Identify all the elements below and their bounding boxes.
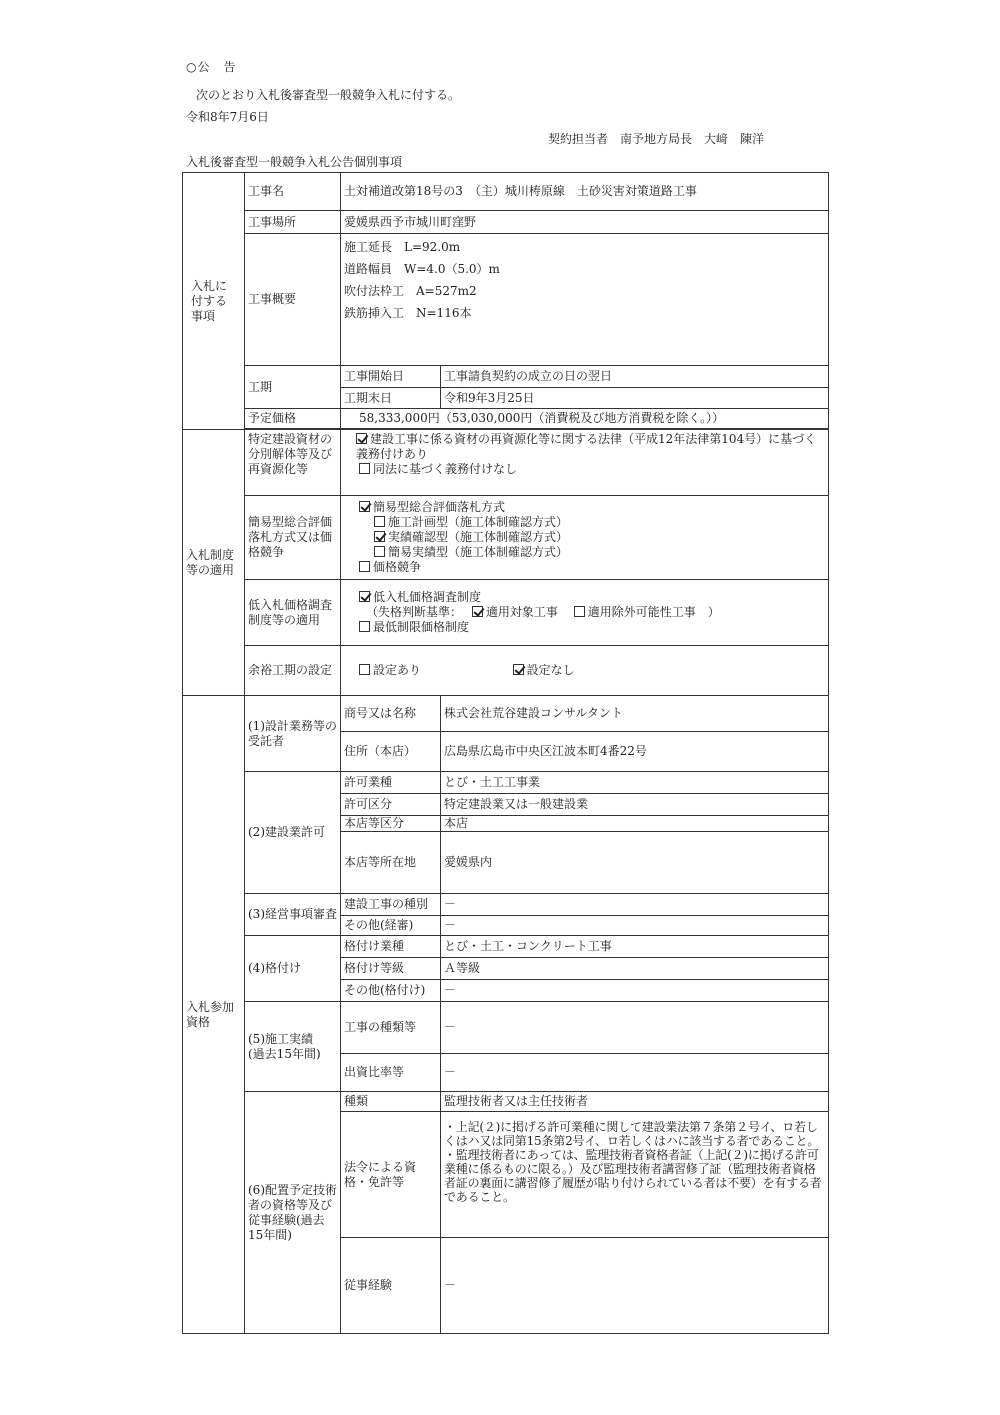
g6-label: (6)配置予定技術者の資格等及び従事経験(過去15年間)	[245, 1092, 341, 1334]
checkbox[interactable]	[574, 606, 585, 617]
summary-line: 道路幅員 W=4.0（5.0）m	[344, 262, 500, 276]
period-label: 工期	[245, 366, 341, 409]
lowbid-label: 低入札価格調査制度等の適用	[245, 580, 341, 646]
recycle-option-1[interactable]: 建設工事に係る資材の再資源化等に関する法律（平成12年法律第104号）に基づく義務付けあり	[356, 432, 817, 461]
section1-label: 入札に 付する 事項	[183, 173, 245, 430]
checkbox[interactable]	[356, 433, 367, 444]
checkbox[interactable]	[374, 546, 385, 557]
checkbox[interactable]	[359, 591, 370, 602]
end-date-label: 工期末日	[341, 388, 441, 409]
g5-kind-label: 工事の種類等	[341, 1002, 441, 1054]
g2-loc-label: 本店等所在地	[341, 832, 441, 894]
g4-grade-value: Ａ等級	[441, 958, 829, 980]
g1-addr-value: 広島県広島市中央区江波本町4番22号	[441, 732, 829, 772]
start-date-label: 工事開始日	[341, 366, 441, 388]
g3-other-label: その他(経審)	[341, 916, 441, 936]
lowbid-options	[341, 580, 829, 646]
notice-heading: ○公 告	[186, 60, 237, 74]
method-options	[341, 496, 829, 580]
summary-line: 施工延長 L=92.0m	[344, 240, 461, 254]
g5-label: (5)施工実績 (過去15年間)	[245, 1002, 341, 1092]
g3-kind-value: －	[441, 894, 829, 916]
g4-label: (4)格付け	[245, 936, 341, 1002]
checkbox[interactable]	[359, 501, 370, 512]
section3-label: 入札参加 資格	[183, 696, 245, 1334]
checkbox[interactable]	[359, 664, 370, 675]
g5-ratio-label: 出資比率等	[341, 1054, 441, 1092]
construction-summary-label: 工事概要	[245, 234, 341, 366]
method-option-1[interactable]: 簡易型総合評価落札方式	[344, 500, 825, 515]
g4-type-label: 格付け業種	[341, 936, 441, 958]
g2-class-value: 特定建設業又は一般建設業	[441, 794, 829, 816]
g6-law-label: 法令による資格・免許等	[341, 1112, 441, 1238]
g5-ratio-value: －	[441, 1054, 829, 1092]
margin-label: 余裕工期の設定	[245, 646, 341, 696]
method-sub-3[interactable]: 簡易実績型（施工体制確認方式）	[344, 545, 825, 560]
g6-exp-label: 従事経験	[341, 1238, 441, 1334]
g4-grade-label: 格付け等級	[341, 958, 441, 980]
g6-law-value: ・上記(２)に掲げる許可業種に関して建設業法第７条第２号イ、ロ若しくはハ又は同第15条第2号イ、ロ若しくはハに該当する者であること。 ・監理技術者にあっては、監理技術者資格者証（上記(２)に掲げる許可業種に係るものに限る。）及び監理技術者講習修了証（監理技術者資格者証の裏面に講習修了履歴が貼り付けられている者は不要）を有する者であること。	[441, 1112, 829, 1238]
g2-office-value: 本店	[441, 816, 829, 832]
g2-office-label: 本店等区分	[341, 816, 441, 832]
g2-type-label: 許可業種	[341, 772, 441, 794]
g4-type-value: とび・土工・コンクリート工事	[441, 936, 829, 958]
g6-exp-value: －	[441, 1238, 829, 1334]
g2-label: (2)建設業許可	[245, 772, 341, 894]
g1-name-label: 商号又は名称	[341, 696, 441, 732]
start-date-value: 工事請負契約の成立の日の翌日	[441, 366, 829, 388]
notice-date: 令和8年7月6日	[186, 110, 269, 124]
recycle-label: 特定建設資材の分別解体等及び再資源化等	[245, 430, 341, 496]
g3-other-value: －	[441, 916, 829, 936]
checkbox[interactable]	[374, 516, 385, 527]
section2-label: 入札制度 等の適用	[183, 430, 245, 696]
g6-kind-label: 種類	[341, 1092, 441, 1112]
g4-other-value: －	[441, 980, 829, 1002]
lowbid-option-1[interactable]: 低入札価格調査制度	[344, 590, 825, 605]
checkbox[interactable]	[359, 561, 370, 572]
construction-name-value: 土対補道改第18号の3 （主）城川梼原線 土砂災害対策道路工事	[341, 173, 829, 211]
g4-other-label: その他(格付け)	[341, 980, 441, 1002]
intro-text: 次のとおり入札後審査型一般競争入札に付する。	[196, 88, 461, 102]
g1-label: (1)設計業務等の受託者	[245, 696, 341, 772]
price-value: 58,333,000円（53,030,000円（消費税及び地方消費税を除く。））	[341, 409, 829, 429]
checkbox[interactable]	[359, 463, 370, 474]
margin-option-row: 設定あり 設定なし	[344, 663, 825, 678]
recycle-option-2[interactable]: 同法に基づく義務付けなし	[344, 462, 825, 477]
method-label: 簡易型総合評価落札方式又は価格競争	[245, 496, 341, 580]
construction-place-value: 愛媛県西予市城川町窪野	[341, 211, 829, 234]
margin-options	[341, 646, 829, 696]
g2-class-label: 許可区分	[341, 794, 441, 816]
construction-place-label: 工事場所	[245, 211, 341, 234]
g2-loc-value: 愛媛県内	[441, 832, 829, 894]
end-date-value: 令和9年3月25日	[441, 388, 829, 409]
g2-type-value: とび・土工工事業	[441, 772, 829, 794]
notice-table	[182, 172, 829, 1334]
method-sub-2[interactable]: 実績確認型（施工体制確認方式）	[344, 530, 825, 545]
checkbox[interactable]	[374, 531, 385, 542]
g3-label: (3)経営事項審査	[245, 894, 341, 936]
g1-name-value: 株式会社荒谷建設コンサルタント	[441, 696, 829, 732]
g1-addr-label: 住所（本店）	[341, 732, 441, 772]
method-option-2[interactable]: 価格競争	[344, 560, 825, 575]
lowbid-option-2[interactable]: 最低制限価格制度	[344, 620, 825, 635]
summary-line: 吹付法枠工 A=527m2	[344, 284, 477, 298]
g3-kind-label: 建設工事の種別	[341, 894, 441, 916]
construction-summary	[341, 234, 829, 366]
method-sub-1[interactable]: 施工計画型（施工体制確認方式）	[344, 515, 825, 530]
g6-kind-value: 監理技術者又は主任技術者	[441, 1092, 829, 1112]
table-title: 入札後審査型一般競争入札公告個別事項	[186, 155, 403, 169]
checkbox[interactable]	[472, 606, 483, 617]
signer: 契約担当者 南予地方局長 大﨑 陳洋	[548, 132, 765, 146]
g5-kind-value: －	[441, 1002, 829, 1054]
recycle-options	[341, 430, 829, 496]
checkbox[interactable]	[513, 664, 524, 675]
checkbox[interactable]	[359, 621, 370, 632]
price-label: 予定価格	[245, 409, 341, 429]
summary-line: 鉄筋挿入工 N=116本	[344, 306, 472, 320]
construction-name-label: 工事名	[245, 173, 341, 211]
lowbid-criteria: （失格判断基準： 適用対象工事 適用除外可能性工事 ）	[366, 605, 720, 619]
